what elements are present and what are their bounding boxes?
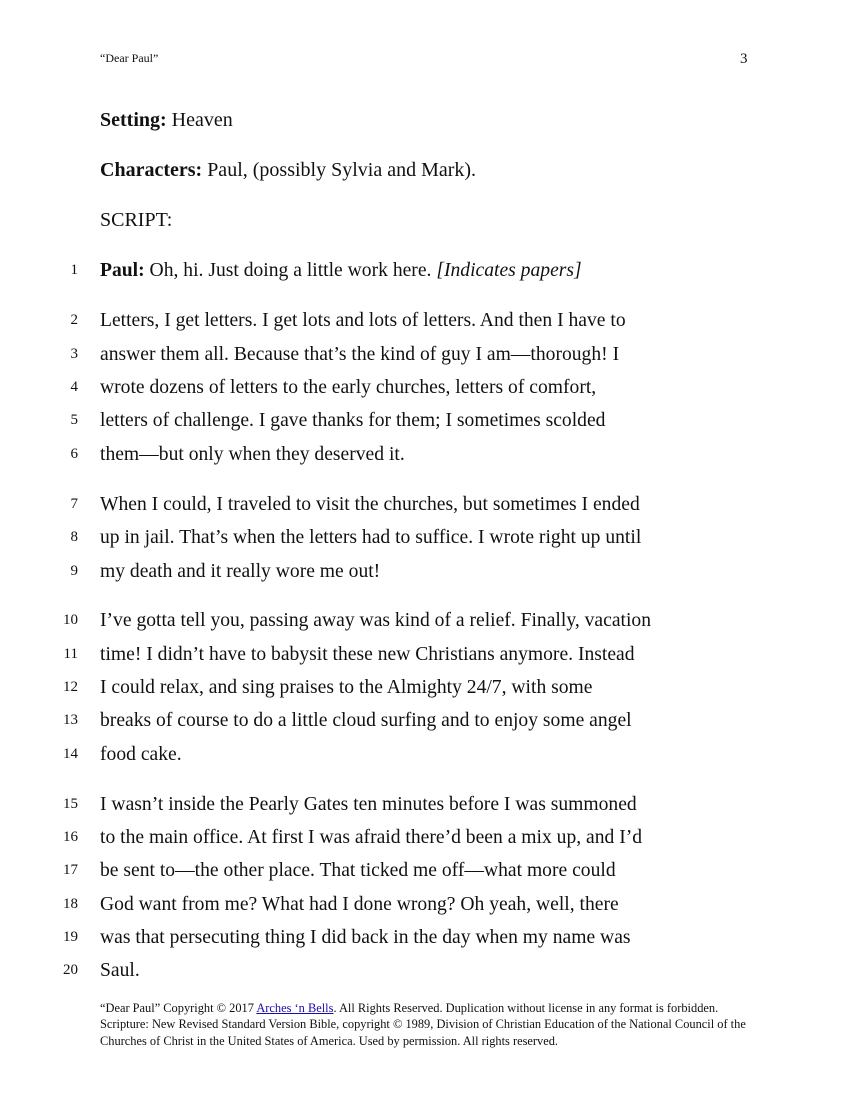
script-line: [0, 738, 850, 771]
page-number: 3: [740, 51, 748, 67]
line-text: I wasn’t inside the Pearly Gates ten minutes before I was summoned: [100, 794, 637, 815]
line-text: to the main office. At first I was afraid there’d been a mix up, and I’d: [100, 827, 643, 848]
line-number: 3: [70, 345, 78, 362]
line-number: 19: [63, 929, 78, 945]
line-text: breaks of course to do a little cloud surfing and to enjoy some angel: [100, 710, 632, 731]
script-line: [0, 371, 850, 404]
line-text: When I could, I traveled to visit the churches, but sometimes I ended: [100, 494, 640, 515]
script-line: [0, 821, 850, 854]
line-text: letters of challenge. I gave thanks for them; I sometimes scolded: [100, 410, 606, 431]
line-number: 9: [70, 563, 78, 579]
line-number: 18: [63, 896, 78, 912]
script-line: [0, 788, 850, 821]
script-line: [0, 638, 850, 671]
line-number: 10: [63, 612, 78, 628]
line-number: 17: [63, 862, 78, 878]
line-number: 20: [63, 962, 78, 978]
line-number: 11: [63, 646, 78, 662]
line-text: Saul.: [100, 960, 140, 981]
script-line: [0, 488, 850, 521]
line-number: 8: [70, 529, 78, 545]
line-number: 7: [70, 496, 78, 512]
script-line: [0, 704, 850, 737]
line-number: 4: [70, 379, 78, 395]
line-text: up in jail. That’s when the letters had to suffice. I wrote right up until: [100, 527, 642, 548]
script-heading: SCRIPT:: [100, 209, 173, 231]
arches-n-bells-link[interactable]: Arches ‘n Bells: [256, 1001, 334, 1015]
setting-value: Heaven: [166, 109, 233, 131]
running-title: “Dear Paul”: [100, 51, 159, 65]
stage-direction: [Indicates papers]: [436, 260, 582, 281]
line-text: I could relax, and sing praises to the Almighty 24/7, with some: [100, 677, 593, 698]
script-line: [0, 555, 850, 588]
footer-prefix: “Dear Paul” Copyright © 2017: [100, 1001, 257, 1015]
script-line: [0, 438, 850, 471]
line-number: 13: [63, 712, 78, 728]
line-number: 14: [63, 746, 78, 762]
line-text: be sent to—the other place. That ticked me off—what more could: [100, 860, 616, 881]
line-text: I’ve gotta tell you, passing away was kind of a relief. Finally, vacation: [100, 610, 652, 631]
line-number: 6: [70, 446, 78, 462]
line-number: 12: [63, 679, 78, 695]
script-line: [0, 888, 850, 921]
dialogue-text: Oh, hi. Just doing a little work here.: [144, 260, 437, 281]
line-text: time! I didn’t have to babysit these new Christians anymore. Instead: [100, 644, 635, 665]
line-text: wrote dozens of letters to the early churches, letters of comfort,: [100, 377, 597, 398]
footer-suffix: . All Rights Reserved. Duplication without license in any format is forbidden. Scripture: New Revised Standard Version Bible, copyright © 1989, Division of Christian Education of the National Council of the Churches of Christ in the United States of America. Used by permission. All rights reserved.: [100, 1001, 746, 1048]
script-line: [0, 254, 850, 287]
line-text: Letters, I get letters. I get lots and lots of letters. And then I have to: [100, 310, 626, 331]
line-number: 1: [70, 262, 78, 278]
line-text: my death and it really wore me out!: [100, 561, 381, 582]
characters-line: [100, 156, 476, 184]
script-line: [0, 921, 850, 954]
script-line: [0, 954, 850, 987]
script-line: [0, 338, 850, 371]
characters-label: Characters:: [100, 159, 203, 181]
characters-value: Paul, (possibly Sylvia and Mark).: [202, 159, 477, 181]
line-number: 15: [63, 796, 78, 812]
script-line: [0, 604, 850, 637]
line-text: God want from me? What had I done wrong? Oh yeah, well, there: [100, 894, 619, 915]
line-number: 2: [70, 312, 78, 328]
line-text: them—but only when they deserved it.: [100, 444, 405, 465]
line-number: 16: [63, 829, 78, 845]
script-line: [0, 671, 850, 704]
line-text: [100, 254, 582, 287]
line-text: answer them all. Because that’s the kind of guy I am—thorough! I: [100, 343, 620, 365]
script-line: [0, 854, 850, 887]
line-number: 5: [70, 412, 78, 428]
copyright-footer: [100, 1000, 760, 1049]
line-text: was that persecuting thing I did back in the day when my name was: [100, 927, 631, 948]
line-text: food cake.: [100, 744, 182, 765]
speaker-name: Paul:: [100, 260, 145, 281]
script-line: [0, 521, 850, 554]
script-line: [0, 304, 850, 337]
setting-line: [100, 106, 233, 134]
script-line: [0, 404, 850, 437]
setting-label: Setting:: [100, 109, 167, 131]
